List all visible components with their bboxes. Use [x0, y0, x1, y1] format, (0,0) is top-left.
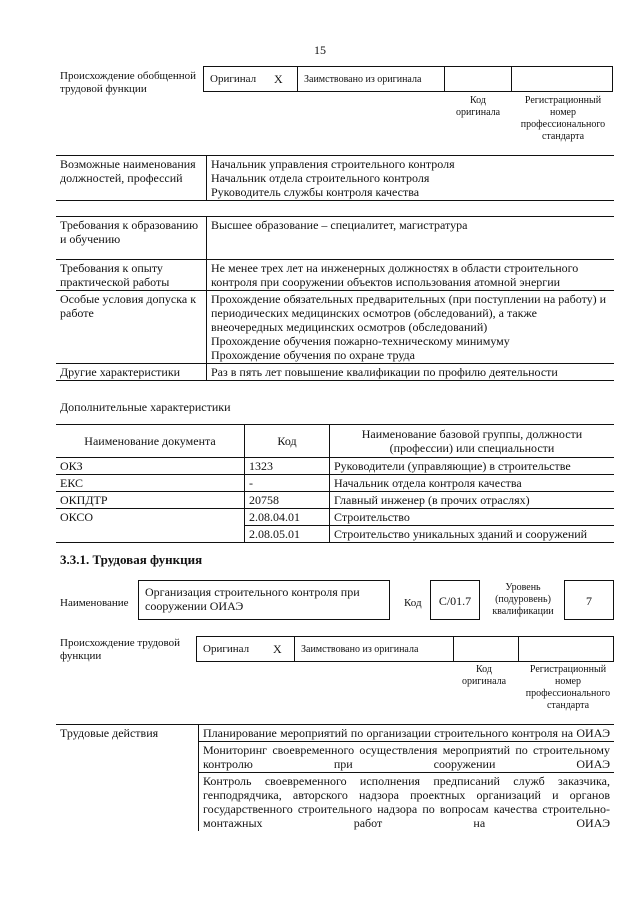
original-label: Оригинал [203, 643, 250, 655]
origin-reg-cell [511, 66, 613, 92]
function-code-box [430, 580, 480, 620]
borrowed-label: Заимствовано из оригинала [304, 74, 422, 85]
actions-table [56, 724, 614, 831]
code-cell: 2.08.05.01 [245, 526, 330, 543]
req-experience-label: Требования к опыту практической работы [56, 260, 207, 291]
table-row [56, 509, 614, 526]
function-code-value: C/01.7 [438, 594, 472, 608]
reg-number-caption: Регистрационный номер профессионального стандарта [520, 95, 606, 142]
admission-line: Прохождение обучения по охране труда [211, 348, 415, 362]
group-cell: Строительство уникальных зданий и сооружений [330, 526, 615, 543]
original-mark: X [274, 72, 283, 86]
page-number: 15 [314, 43, 326, 57]
function-heading: 3.3.1. Трудовая функция [60, 552, 203, 567]
borrowed-label: Заимствовано из оригинала [301, 644, 419, 655]
code-original-caption: Код оригинала [455, 95, 501, 118]
doc-cell: ОКЗ [56, 458, 245, 475]
code-cell: 20758 [245, 492, 330, 509]
admission-line: Прохождение обязательных предварительных (при поступлении на работу) и периодических медицинских осмотров (обследований), а также внеочередных медицинских осмотров (обследований) [211, 292, 607, 334]
table-row [56, 475, 614, 492]
function-level-value: 7 [586, 594, 592, 608]
code-cell: 1323 [245, 458, 330, 475]
actions-label: Трудовые действия [56, 725, 199, 832]
action-item: Мониторинг своевременного осуществления мероприятий по строительному контролю при сооружении ОИАЭ [199, 742, 615, 773]
function-name-box [138, 580, 390, 620]
position-item: Руководитель службы контроля качества [211, 185, 420, 199]
admission-line: Прохождение обучения пожарно-техническому минимуму [211, 334, 510, 348]
requirements-table [56, 216, 614, 381]
table-row [56, 526, 614, 543]
function-name-value: Организация строительного контроля при сооружении ОИАЭ [145, 585, 360, 613]
origin2-borrowed-cell [294, 636, 454, 662]
group-cell: Строительство [330, 509, 615, 526]
original-mark: X [273, 642, 282, 656]
action-item: Планирование мероприятий по организации строительного контроля на ОИАЭ [199, 725, 615, 742]
action-item: Контроль своевременного исполнения предписаний служб заказчика, генподрядчика, авторского надзора проектных организаций и органов государственного строительного надзора по вопросам качества строительно-монтажных работ на ОИАЭ [199, 773, 615, 832]
additional-table [56, 424, 614, 543]
req-education-label: Требования к образованию и обучению [56, 217, 207, 260]
origin2-code-cell [453, 636, 519, 662]
name-label: Наименование [60, 597, 129, 609]
code-label: Код [404, 597, 422, 609]
origin2-original-cell [196, 636, 295, 662]
req-other-value: Раз в пять лет повышение квалификации по профилю деятельности [207, 364, 615, 381]
header-group: Наименование базовой группы, должности (профессии) или специальности [330, 425, 615, 458]
group-cell: Начальник отдела контроля качества [330, 475, 615, 492]
table-row [56, 458, 614, 475]
code-cell: 2.08.04.01 [245, 509, 330, 526]
additional-title: Дополнительные характеристики [60, 400, 231, 414]
header-code: Код [245, 425, 330, 458]
position-item: Начальник управления строительного контроля [211, 157, 455, 171]
doc-cell: ЕКС [56, 475, 245, 492]
function-level-box [564, 580, 614, 620]
origin2-label: Происхождение трудовой функции [60, 637, 181, 662]
origin2-reg-cell [518, 636, 614, 662]
positions-list [207, 156, 615, 201]
reg-number-caption: Регистрационный номер профессионального стандарта [525, 664, 611, 711]
origin-original-cell [203, 66, 298, 92]
req-other-label: Другие характеристики [56, 364, 207, 381]
req-experience-value: Не менее трех лет на инженерных должностях в области строительного контроля при сооружении объектов использования атомной энергии [207, 260, 615, 291]
positions-table [56, 155, 614, 201]
position-item: Начальник отдела строительного контроля [211, 171, 430, 185]
doc-cell: ОКПДТР [56, 492, 245, 509]
origin-code-cell [444, 66, 512, 92]
group-cell: Главный инженер (в прочих отраслях) [330, 492, 615, 509]
positions-label: Возможные наименования должностей, профессий [56, 156, 207, 201]
level-label: Уровень (подуровень) квалификации [492, 582, 554, 617]
original-label: Оригинал [210, 73, 257, 85]
code-cell: - [245, 475, 330, 492]
req-admission-value [207, 291, 615, 364]
code-original-caption: Код оригинала [461, 664, 507, 687]
origin-label: Происхождение обобщенной трудовой функции [60, 70, 197, 95]
origin-borrowed-cell [297, 66, 445, 92]
group-cell: Руководители (управляющие) в строительстве [330, 458, 615, 475]
doc-cell [56, 526, 245, 543]
req-admission-label: Особые условия допуска к работе [56, 291, 207, 364]
doc-cell: ОКСО [56, 509, 245, 526]
table-row [56, 492, 614, 509]
header-document: Наименование документа [56, 425, 245, 458]
req-education-value: Высшее образование – специалитет, магистратура [207, 217, 615, 260]
